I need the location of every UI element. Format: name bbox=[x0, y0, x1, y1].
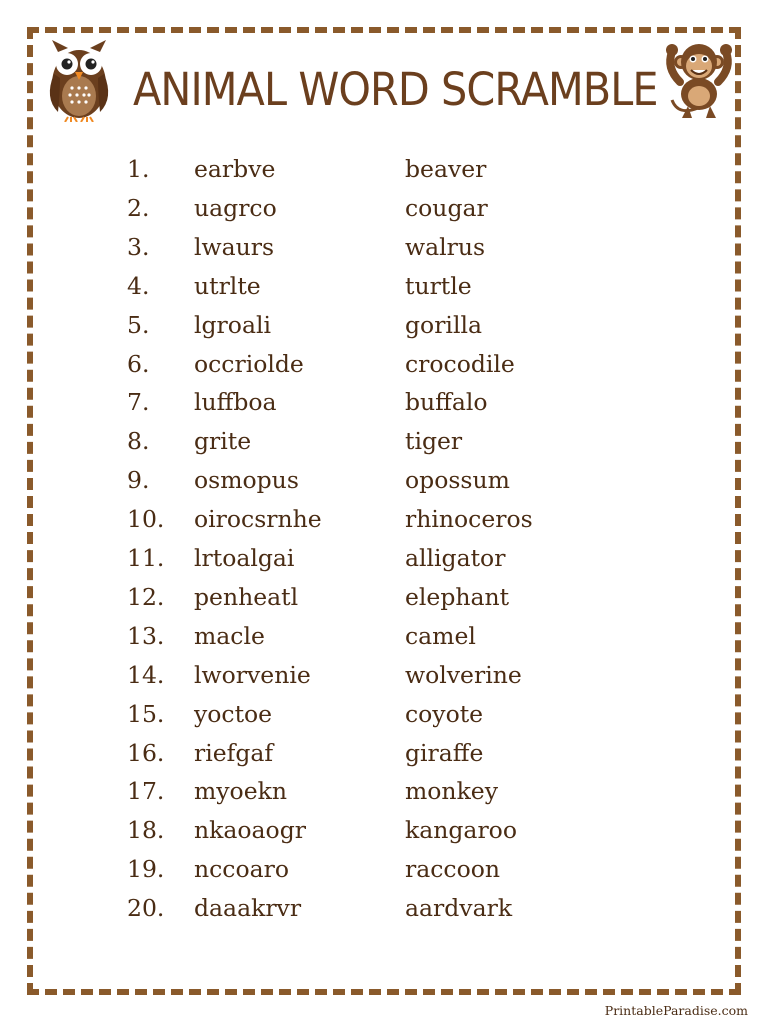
item-number: 11. bbox=[127, 544, 165, 572]
answer-word: turtle bbox=[405, 271, 472, 300]
scrambled-word: uagrco bbox=[194, 193, 277, 222]
item-number: 16. bbox=[127, 738, 165, 767]
item-number: 19. bbox=[127, 855, 165, 884]
scrambled-word: lrtoalgai bbox=[194, 544, 295, 572]
scrambled-word: riefgaf bbox=[194, 738, 274, 767]
list-item bbox=[0, 772, 768, 811]
answer-word: aardvark bbox=[405, 894, 513, 923]
scrambled-word: luffboa bbox=[194, 388, 277, 417]
list-item bbox=[0, 383, 768, 422]
list-item bbox=[0, 500, 768, 539]
list-item bbox=[0, 461, 768, 500]
scrambled-word: grite bbox=[194, 427, 252, 456]
answer-word: opossum bbox=[405, 466, 510, 495]
scrambled-word: earbve bbox=[194, 155, 276, 183]
answer-word: cougar bbox=[405, 193, 488, 222]
answer-word: rhinoceros bbox=[405, 505, 533, 534]
scrambled-word: oirocsrnhe bbox=[194, 505, 322, 534]
list-item bbox=[0, 656, 768, 695]
list-item bbox=[0, 539, 768, 578]
answer-word: giraffe bbox=[405, 738, 484, 767]
list-item bbox=[0, 267, 768, 306]
list-item bbox=[0, 695, 768, 734]
scrambled-word: utrlte bbox=[194, 271, 261, 300]
item-number: 8. bbox=[127, 427, 150, 456]
list-item bbox=[0, 306, 768, 345]
scrambled-word: lworvenie bbox=[194, 660, 311, 689]
list-item bbox=[0, 150, 768, 189]
item-number: 2. bbox=[127, 193, 150, 222]
list-item bbox=[0, 422, 768, 461]
answer-word: coyote bbox=[405, 699, 484, 728]
item-number: 7. bbox=[127, 388, 150, 417]
answer-word: raccoon bbox=[405, 855, 500, 884]
scrambled-word: nkaoaogr bbox=[194, 816, 306, 845]
list-item bbox=[0, 850, 768, 889]
list-item bbox=[0, 189, 768, 228]
answer-word: camel bbox=[405, 621, 476, 650]
answer-word: monkey bbox=[405, 777, 498, 806]
answer-word: beaver bbox=[405, 155, 487, 183]
answer-word: crocodile bbox=[405, 349, 515, 378]
answer-word: wolverine bbox=[405, 660, 522, 689]
list-item bbox=[0, 734, 768, 773]
answer-word: kangaroo bbox=[405, 816, 517, 845]
monkey-icon bbox=[658, 38, 740, 120]
scrambled-word: nccoaro bbox=[194, 855, 289, 884]
answer-word: gorilla bbox=[405, 310, 482, 339]
item-number: 4. bbox=[127, 271, 150, 300]
item-number: 1. bbox=[127, 155, 150, 183]
scrambled-word: yoctoe bbox=[194, 699, 273, 728]
item-number: 17. bbox=[127, 777, 165, 806]
item-number: 5. bbox=[127, 310, 150, 339]
item-number: 18. bbox=[127, 816, 165, 845]
scrambled-word: penheatl bbox=[194, 582, 299, 611]
list-item bbox=[0, 345, 768, 384]
scrambled-word: macle bbox=[194, 621, 265, 650]
item-number: 12. bbox=[127, 582, 165, 611]
list-item bbox=[0, 811, 768, 850]
list-item bbox=[0, 228, 768, 267]
item-number: 13. bbox=[127, 621, 165, 650]
item-number: 15. bbox=[127, 699, 165, 728]
list-item bbox=[0, 889, 768, 928]
answer-word: buffalo bbox=[405, 388, 488, 417]
answer-word: elephant bbox=[405, 582, 510, 611]
item-number: 20. bbox=[127, 894, 165, 923]
scrambled-word: lgroali bbox=[194, 310, 271, 339]
item-number: 6. bbox=[127, 349, 150, 378]
page-title: ANIMAL WORD SCRAMBLE bbox=[133, 63, 658, 116]
list-item bbox=[0, 617, 768, 656]
item-number: 10. bbox=[127, 505, 165, 534]
list-item bbox=[0, 578, 768, 617]
scrambled-word: daaakrvr bbox=[194, 894, 302, 923]
scrambled-word: myoekn bbox=[194, 777, 287, 806]
scrambled-word: occriolde bbox=[194, 349, 304, 378]
scrambled-word: lwaurs bbox=[194, 232, 275, 261]
item-number: 3. bbox=[127, 232, 150, 261]
answer-word: tiger bbox=[405, 427, 463, 456]
scrambled-word: osmopus bbox=[194, 466, 299, 495]
item-number: 9. bbox=[127, 466, 150, 495]
footer-credit: PrintableParadise.com bbox=[604, 1003, 748, 1018]
answer-word: alligator bbox=[405, 544, 506, 572]
answer-word: walrus bbox=[405, 232, 486, 261]
owl-icon bbox=[44, 38, 114, 122]
item-number: 14. bbox=[127, 660, 165, 689]
